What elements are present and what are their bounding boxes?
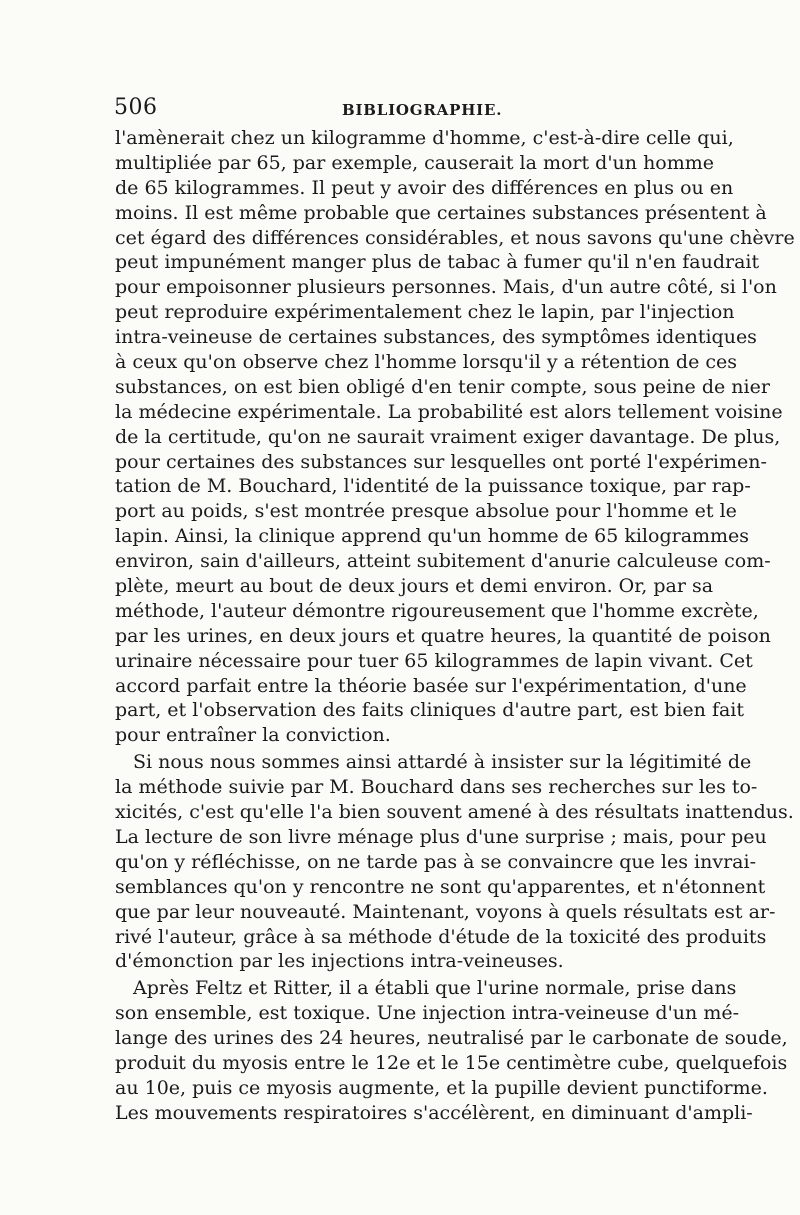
text-line: multipliée par 65, par exemple, causerait la mort d'un homme (115, 151, 715, 174)
text-line: urinaire nécessaire pour tuer 65 kilogrammes de lapin vivant. Cet (115, 649, 753, 672)
text-line: qu'on y réfléchisse, on ne tarde pas à se convaincre que les invrai- (115, 850, 756, 873)
body-text (115, 126, 795, 1126)
paragraph-2 (115, 750, 794, 974)
page-number: 506 (114, 95, 158, 120)
text-line: son ensemble, est toxique. Une injection intra-veineuse d'un mé- (115, 1002, 739, 1025)
text-line: peut impunément manger plus de tabac à fumer qu'il n'en faudrait (115, 251, 760, 274)
text-line: Les mouvements respiratoires s'accélèrent, en diminuant d'ampli- (115, 1101, 753, 1124)
text-line: plète, meurt au bout de deux jours et demi environ. Or, par sa (115, 575, 714, 598)
text-line: pour empoisonner plusieurs personnes. Mais, d'un autre côté, si l'on (115, 276, 777, 299)
text-line: rivé l'auteur, grâce à sa méthode d'étude de la toxicité des produits (115, 925, 767, 948)
text-line: que par leur nouveauté. Maintenant, voyons à quels résultats est ar- (115, 900, 776, 923)
text-line: la médecine expérimentale. La probabilité est alors tellement voisine (115, 400, 783, 423)
text-line: accord parfait entre la théorie basée sur l'expérimentation, d'une (115, 674, 747, 697)
text-line: La lecture de son livre ménage plus d'une surprise ; mais, pour peu (115, 825, 767, 848)
text-line: à ceux qu'on observe chez l'homme lorsqu'il y a rétention de ces (115, 351, 737, 374)
text-line: intra-veineuse de certaines substances, des symptômes identiques (115, 326, 757, 349)
text-line: pour certaines des substances sur lesquelles ont porté l'expérimen- (115, 450, 767, 473)
text-line: la méthode suivie par M. Bouchard dans ses recherches sur les to- (115, 776, 758, 799)
paragraph-1 (115, 126, 795, 748)
text-line: xicités, c'est qu'elle l'a bien souvent amené à des résultats inattendus. (115, 801, 794, 824)
text-line: méthode, l'auteur démontre rigoureusement que l'homme excrète, (115, 599, 759, 622)
text-line: lange des urines des 24 heures, neutralisé par le carbonate de soude, (115, 1027, 788, 1050)
text-line: tation de M. Bouchard, l'identité de la puissance toxique, par rap- (115, 475, 751, 498)
text-line: de 65 kilogrammes. Il peut y avoir des différences en plus ou en (115, 176, 734, 199)
text-line: pour entraîner la conviction. (115, 724, 391, 747)
text-line: port au poids, s'est montrée presque absolue pour l'homme et le (115, 500, 737, 523)
text-line: d'émonction par les injections intra-veineuses. (115, 950, 564, 973)
running-title: BIBLIOGRAPHIE. (342, 101, 503, 119)
text-line: part, et l'observation des faits cliniques d'autre part, est bien fait (115, 699, 745, 722)
text-line: Si nous nous sommes ainsi attardé à insister sur la légitimité de (133, 751, 752, 774)
text-line: cet égard des différences considérables, et nous savons qu'une chèvre (115, 226, 795, 249)
text-line: Après Feltz et Ritter, il a établi que l'urine normale, prise dans (133, 977, 737, 1000)
text-line: produit du myosis entre le 12e et le 15e centimètre cube, quelquefois (115, 1051, 788, 1074)
text-line: semblances qu'on y rencontre ne sont qu'apparentes, et n'étonnent (115, 875, 766, 898)
text-line: peut reproduire expérimentalement chez le lapin, par l'injection (115, 301, 735, 324)
text-line: lapin. Ainsi, la clinique apprend qu'un homme de 65 kilogrammes (115, 525, 750, 548)
text-line: de la certitude, qu'on ne saurait vraiment exiger davantage. De plus, (115, 425, 781, 448)
text-line: l'amènerait chez un kilogramme d'homme, c'est-à-dire celle qui, (115, 127, 734, 149)
text-line: moins. Il est même probable que certaines substances présentent à (115, 201, 767, 224)
text-line: par les urines, en deux jours et quatre heures, la quantité de poison (115, 624, 771, 647)
text-line: au 10e, puis ce myosis augmente, et la pupille devient punctiforme. (115, 1076, 768, 1099)
text-line: substances, on est bien obligé d'en tenir compte, sous peine de nier (115, 375, 770, 398)
paragraph-3 (115, 976, 788, 1125)
text-line: environ, sain d'ailleurs, atteint subitement d'anurie calculeuse com- (115, 550, 771, 573)
